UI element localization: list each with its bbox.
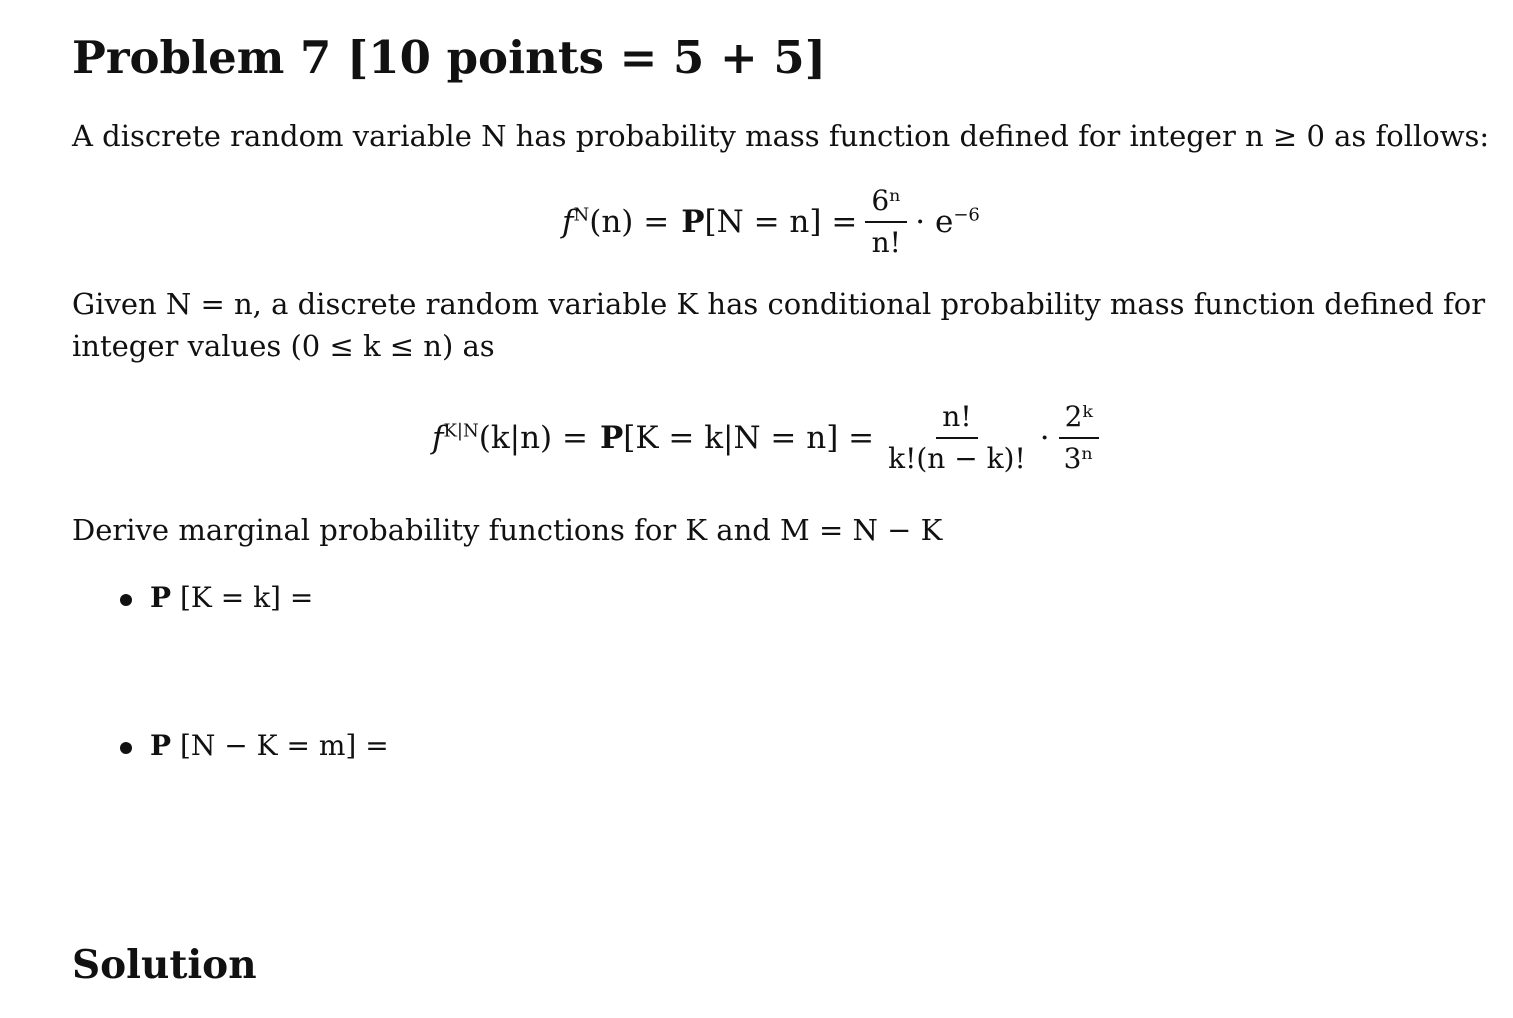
pmf-prob-symbol: P [681, 204, 705, 240]
bullet-icon [120, 594, 132, 606]
problem-title: Problem 7 [10 points = 5 + 5] [72, 31, 826, 84]
cond-denominator-2: 3ⁿ [1063, 442, 1094, 475]
cond-fraction-1 [882, 400, 1032, 476]
pmf-tail: · $e^{-6}$ [915, 204, 980, 240]
pmf-bracket: [N = n] = [704, 204, 858, 240]
intro-paragraph: A discrete random variable N has probability mass function defined for integer n ≥ 0 as follows: [72, 119, 1490, 153]
bullet-icon [120, 742, 132, 754]
cond-numerator-1: n! [936, 400, 977, 439]
derive-instruction: Derive marginal probability functions for K and M = N − K [72, 513, 943, 547]
pmf-lhs: $f^N$ [562, 204, 590, 240]
solution-heading: Solution [72, 942, 257, 988]
pmf-numerator: 6ⁿ [865, 184, 907, 223]
given-line-2: integer values (0 ≤ k ≤ n) as [72, 329, 495, 363]
cond-prob-symbol: P [599, 420, 624, 456]
pmf-equation [562, 180, 980, 264]
pmf-arg: (n) = [589, 204, 670, 240]
bullet-prob-symbol: P [150, 729, 172, 762]
list-item [120, 726, 389, 766]
conditional-pmf-equation [432, 396, 1108, 480]
cond-dot: · [1039, 420, 1050, 456]
cond-numerator-2: 2ᵏ [1059, 400, 1099, 439]
cond-bracket: [K = k|N = n] = [623, 420, 875, 456]
cond-arg: (k|n) = [478, 420, 588, 456]
bullet-text: [K = k] = [171, 581, 314, 614]
pmf-fraction [865, 184, 907, 260]
pmf-denominator: n! [871, 226, 901, 259]
list-item [120, 578, 313, 618]
document-page [72, 0, 1490, 1018]
cond-fraction-2 [1058, 400, 1100, 476]
cond-denominator-1: k!(n − k)! [888, 442, 1026, 475]
bullet-prob-symbol: P [150, 581, 172, 614]
cond-lhs: $f^{K|N}$ [432, 420, 479, 456]
bullet-text: [N − K = m] = [171, 729, 389, 762]
given-line-1: Given N = n, a discrete random variable K has conditional probability mass function defined for [72, 287, 1486, 321]
